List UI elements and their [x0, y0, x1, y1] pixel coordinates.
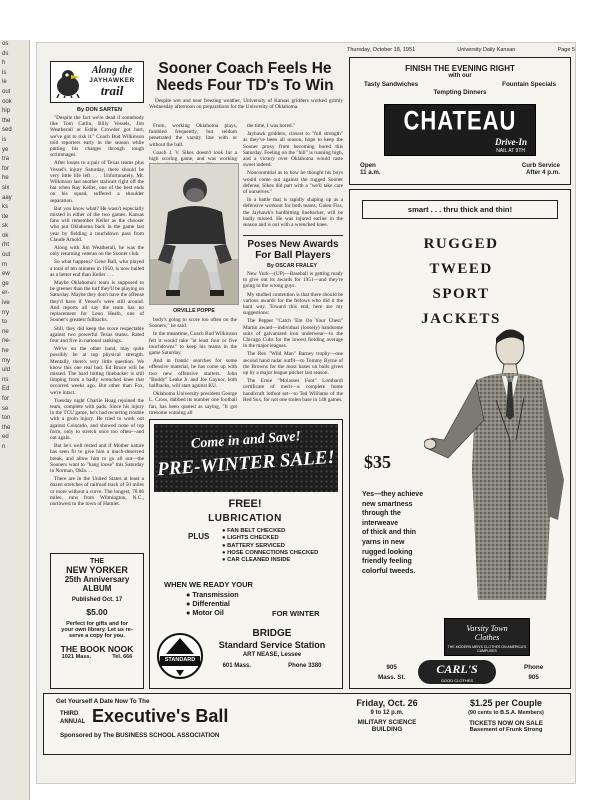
column-logo: [50, 61, 144, 103]
label-tagline: THE MODERN MEN'S CLOTHES ON AMERICA'S CAMPUSES: [447, 645, 527, 653]
chateau-line-1: FINISH THE EVENING RIGHT: [405, 64, 515, 73]
ny-tel: Tel. 666: [112, 654, 133, 660]
bullet-icon: ●: [186, 599, 193, 608]
carls-description-line: yarns in new: [362, 538, 405, 546]
chateau-fountain: Fountain Specials: [502, 81, 556, 88]
adjacent-page-strip: [0, 40, 30, 800]
strip-fragment: ne: [2, 328, 9, 335]
strip-fragment: the: [2, 117, 11, 124]
standard-logo: [156, 632, 204, 680]
bullet-icon: ●: [222, 557, 228, 564]
story2-headline: [243, 235, 343, 261]
strip-fragment: sk: [2, 223, 8, 230]
carls-address-1: 905: [386, 664, 397, 671]
carls-description-line: interweave: [362, 519, 399, 527]
bullet-icon: ●: [222, 535, 228, 542]
story1-headline: [147, 60, 343, 94]
story1-right-col: [243, 123, 343, 230]
strip-fragment: ye: [2, 146, 9, 153]
header-date: Thursday, October 18, 1951: [347, 47, 416, 53]
part-item: [186, 608, 239, 617]
strip-fragment: ds: [2, 50, 9, 57]
sale-banner: [154, 424, 338, 492]
story1-continued: [149, 317, 237, 415]
part-item: [186, 590, 239, 599]
ball-title: Executive's Ball: [92, 706, 229, 726]
carls-description-line: friendly feeling: [362, 558, 412, 566]
story2-paragraph: The Ernie "Molasses Foot" Lombardi certificate of merit—a complete home handicraft lotfoot set—to Ted Williams of the Red Sox, for not one stolen base in 148 games.: [243, 378, 343, 403]
ny-the: THE: [90, 558, 104, 565]
strip-fragment: ive: [2, 300, 10, 307]
chateau-line-2: with our: [448, 73, 472, 79]
chateau-ad: [349, 57, 571, 185]
carls-phone-number: 905: [528, 674, 539, 681]
story1-headline-1: Sooner Coach Feels He: [158, 60, 332, 77]
strip-fragment: the: [2, 424, 11, 431]
ny-title-1: NEW YORKER: [66, 565, 128, 575]
station-lessee: ART NEASE, Lessee: [242, 652, 302, 658]
carls-tagline: smart . . . thru thick and thin!: [362, 200, 558, 219]
column-body: [50, 115, 144, 547]
ball-price-note: (90 cents to B.S.A. Members): [468, 710, 544, 716]
story1-lead: Despite wet and near freezing weather, University of Kansas gridders worked grimly Wednesday afternoon on preparations for the University of Oklahoma.: [149, 98, 343, 111]
part-items: [186, 590, 239, 617]
banner-line-1: Come in and Save!: [190, 429, 302, 452]
strip-fragment: tra: [2, 156, 10, 163]
strip-fragment: ge: [2, 280, 9, 287]
strip-fragment: for: [2, 395, 10, 402]
column-paragraph: But he's well rested and if Mother nature has seen fit to give him a much-deserved break, and allow him to go all out—the Sooners want to "hang loose" this Saturday in Norman, Okla. . .: [50, 443, 144, 474]
strip-fragment: ew: [2, 271, 10, 278]
ny-title-3: ALBUM: [82, 584, 112, 593]
story2-byline: By OSCAR FRALEY: [267, 263, 318, 269]
service-item: [222, 543, 338, 550]
carls-logo-text: CARL'S: [436, 662, 478, 676]
service-item: [222, 550, 338, 557]
carls-description-line: of thick and thin: [362, 529, 417, 537]
column-paragraph: There are in the United States at least a dozen stretches of railroad track of 50 miles or more without a curve. The longest, 78.86 miles, runs from Wilmington, N.C., northwest to the town of Hamlet.: [50, 476, 144, 507]
player-photo: [149, 163, 239, 305]
story2-paragraph: The Rex "Wild Man" Barney trophy—one second hand radar outfit—to Tommy Byrne of the Browns for the most bases on balls given up by a major league pitcher last season.: [243, 351, 343, 377]
chateau-sandwiches: Tasty Sandwiches: [364, 81, 419, 88]
carls-price: $35: [364, 452, 391, 472]
strip-fragment: os: [2, 41, 9, 47]
service-items: [222, 528, 338, 564]
label-varsity: Varsity Town: [466, 624, 508, 633]
ball-place-1: MILITARY SCIENCE: [357, 719, 417, 726]
strip-fragment: se: [2, 405, 9, 412]
service-item: [222, 528, 338, 535]
strip-fragment: ton: [2, 415, 11, 422]
strip-fragment: out: [2, 88, 11, 95]
strip-fragment: ite: [2, 213, 9, 220]
strip-fragment: uld: [2, 367, 11, 374]
varsity-town-label: [444, 618, 530, 656]
banner-line-2: PRE-WINTER SALE!: [156, 446, 336, 481]
strip-fragment: rht: [2, 242, 10, 249]
column-paragraph: But you know what? He wasn't especially missed in either of the two games. Kansas fans will remember Keller as the chooser who put Oklahoma back in the game last year by fielding a touchdown pass from Claude Arnold.: [50, 205, 144, 243]
bridge-label: BRIDGE: [252, 628, 292, 639]
chateau-open: Open: [360, 162, 376, 169]
free-label: FREE!: [228, 498, 262, 510]
strip-fragment: for: [2, 165, 10, 172]
strip-fragment: aay: [2, 194, 12, 201]
strip-fragment: he: [2, 348, 9, 354]
story1-paragraph: Nonconmitial as to how he thought his boys would come out against the rugged Sooner defense, Sikes did part with a "we'll take care of ourselves.": [243, 170, 343, 196]
story1-paragraph: Oklahoma University president George L. Cross, dubbed its number one football fan, has been quoted as saying, "It got tiresome winning all: [149, 391, 237, 415]
lubrication-label: LUBRICATION: [208, 513, 282, 524]
carls-sport: SPORT: [432, 286, 490, 302]
story1-paragraph: Coach J. V. Sikes doesn't look for a high scoring game, and was working: [149, 149, 237, 163]
service-item-label: LIGHTS CHECKED: [227, 535, 279, 542]
part-item-label: Differential: [192, 599, 230, 608]
strip-fragment: er-: [2, 290, 10, 297]
story2-headline-1: Poses New Awards: [247, 239, 339, 250]
strip-fragment: out: [2, 252, 11, 259]
column-paragraph: We've on the other hand, may quite possibly be at top physical strength. Mentally, there's very little question. We know this one real bad. Ed Bruce will be missed. The hard hitting linebacker is still limping from a badly wrenched knee that occurred weeks ago. But other than Fox, we're intact.: [50, 346, 144, 396]
carls-phone-label: Phone: [524, 664, 544, 671]
ball-date: Friday, Oct. 26: [356, 698, 418, 708]
jayhawk-icon: [55, 68, 81, 98]
label-clothes: Clothes: [474, 633, 500, 642]
ball-top-line: Get Yourself A Date Now To The: [56, 698, 150, 705]
ny-store: THE BOOK NOOK: [60, 644, 134, 654]
winter-label: FOR WINTER: [272, 609, 320, 618]
service-item: [222, 535, 338, 542]
bullet-icon: ●: [222, 542, 228, 549]
chateau-dinners: Tempting Dinners: [433, 89, 487, 96]
story2-paragraph: New York—(UP)—Baseball is getting ready to give out its awards for 1951—and they're going to the wrong guys.: [243, 271, 343, 290]
strip-fragment: is: [2, 69, 7, 76]
ball-place-2: BUILDING: [371, 726, 403, 733]
strip-fragment: hip: [2, 108, 11, 115]
standard-logo-text: STANDARD: [164, 657, 196, 663]
strip-fragment: ns: [2, 376, 9, 383]
carls-address-2: Mass. St.: [378, 674, 406, 681]
carls-jackets: JACKETS: [421, 311, 501, 327]
strip-fragment: six: [2, 184, 10, 191]
chateau-drive-in: Drive-In: [495, 137, 527, 147]
strip-fragment: ok: [2, 232, 9, 239]
strip-fragment: m: [2, 261, 7, 268]
service-item-label: HOSE CONNECTIONS CHECKED: [227, 549, 319, 556]
story2-headline-2: For Ball Players: [255, 250, 331, 261]
column-byline: By DON SARTEN: [77, 107, 122, 113]
bullet-icon: ●: [186, 590, 193, 599]
header-paper: University Daily Kansan: [457, 47, 516, 53]
strip-fragment: ks: [2, 204, 8, 211]
ny-tag-2: your own library. Let us re-: [61, 627, 133, 633]
story1-paragraph: Jayhawk gridders, closest to "full strength" as they've been all season, hope to keep the Sooner proxy from becoming bored this Saturday. Feeling on the "hill" is running high, and a victory over Oklahoma would taste sweet indeed.: [243, 131, 343, 169]
column-paragraph: After losses to a pair of Texas teams plus Vessel's injury Saturday, there should be very little life left . . . Unfortunately, Mr. Wilkinson last another stalwart right off the bat when Ray Keller, one of the best ends on his squad, suffered a shoulder separation.: [50, 160, 144, 204]
bullet-icon: ●: [222, 549, 228, 556]
story1-paragraph: body's going to score too often on the Sooners," he said.: [149, 317, 237, 330]
column-paragraph: Maybe Oklahoma's team is supposed to be greener than the turf they'll be playing on Saturday. Maybe they don't have the offense they'd have if Vessel's were still around. And reports all say the team has no replacement for Leon Heath, one of Sooner's greatest fullbacks.: [50, 280, 144, 324]
station-ad: [149, 419, 343, 689]
service-item-label: BATTERY SERVICED: [227, 542, 285, 549]
ball-annual: ANNUAL: [60, 719, 86, 725]
column-title-1: Along the: [91, 65, 133, 76]
column-title-3: trail: [100, 83, 124, 98]
column-paragraph: "Despite the fact we're dead if somebody like Tom Catlin, Billy Vessels, Jim Weatherall or Eddie Crowder got hurt, we've got to risk it." Coach Bud Wilkinson told reporters early in the season while putting his charges through rough scrimmages.: [50, 115, 144, 159]
photo-caption: ORVILLE POPPE: [173, 308, 215, 314]
station-phone: Phone 3380: [288, 663, 322, 669]
station-name: Standard Service Station: [218, 640, 326, 650]
story2-body: [243, 271, 343, 415]
column-paragraph: Along with Jim Weatherall, he was the only returning veteran on the Sooner club.: [50, 245, 144, 258]
station-address: 601 Mass.: [222, 663, 251, 669]
bullet-icon: ●: [222, 528, 228, 534]
strip-fragment: h: [2, 60, 6, 67]
chateau-address: NAIL AT 9TH: [496, 148, 525, 154]
story1-paragraph: In the meantime, Coach Bud Wilkinson felt it would take "at least four or five touchdowns" to keep his teams in the game Saturday.: [149, 331, 237, 357]
strip-fragment: ook: [2, 98, 12, 105]
strip-fragment: he: [2, 175, 9, 182]
ny-published: Published Oct. 17: [71, 597, 123, 603]
column-paragraph: So what happens? Gene Ball, who played a total of ten minutes in 1950, is now hailed as a better end than Keller . . .: [50, 259, 144, 278]
carls-description-line: new smartness: [362, 500, 413, 508]
story2-paragraph: My studied contention is that there should be various awards for the fellows who did it the hard way. Toward this end, here are my suggestions:: [243, 291, 343, 317]
story1-paragraph: And in frantic searches for some offensive material, he has come up with two new offensive starters. John "Buddy" Leake Jr. and Joe Gaynor, both halfbacks, will start against KU.: [149, 358, 237, 390]
column-paragraph: Tuesday night Charlie Hoag rejoined the team, complete with pads. Since his injury in the TCU game, he's had recurring trouble with a groin injury. He tried to work out against Colorado, and showed none of top form, only to stretch once too often—and out again.: [50, 397, 144, 441]
header-page: Page 5: [557, 47, 575, 53]
strip-fragment: ed: [2, 434, 9, 441]
ny-tag-1: Perfect for gifts and for: [66, 621, 128, 627]
column-paragraph: Still, they did keep the score respectable against two powerful Texas teams. Rated four and five in national rankings.: [50, 325, 144, 344]
part-item: [186, 599, 239, 608]
service-item-label: CAR CLEANED INSIDE: [227, 557, 291, 564]
carls-description-line: colorful tweeds.: [362, 567, 416, 575]
carls-logo: [418, 660, 496, 684]
service-item: [222, 557, 338, 564]
executives-ball-ad: [43, 693, 571, 755]
ball-where: Basement of Frunk Strong: [469, 727, 543, 733]
plus-label: PLUS: [188, 532, 210, 541]
strip-fragment: to: [2, 319, 8, 326]
ny-title-2: 25th Anniversary: [64, 575, 130, 584]
chateau-service-time: After 4 p.m.: [525, 169, 560, 176]
ny-price: $5.00: [86, 607, 108, 617]
ball-tickets: TICKETS NOW ON SALE: [469, 720, 543, 727]
newspaper-page: [36, 42, 576, 784]
service-item-label: FAN BELT CHECKED: [227, 528, 286, 534]
story1-paragraph: In a battle that is rapidly shaping up as a defensive workout for both teams, Galen Fiss, the Jayhawk's hardhitting linebacker, will be badly missed. He was injured earlier in the season and is out with a wrenched knee.: [243, 197, 343, 229]
new-yorker-ad: [50, 553, 144, 689]
strip-fragment: le: [2, 79, 7, 86]
carls-rugged: RUGGED: [423, 236, 499, 252]
strip-fragment: is: [2, 136, 7, 143]
bullet-icon: ●: [186, 608, 193, 617]
strip-fragment: sed: [2, 127, 12, 134]
chateau-logo-text: CHATEAU: [403, 105, 517, 136]
carls-description-line: rugged looking: [362, 548, 413, 556]
part-item-label: Motor Oil: [192, 608, 224, 617]
strip-fragment: n: [2, 443, 6, 450]
ball-time: 9 to 12 p.m.: [370, 710, 404, 716]
carls-description-line: through the: [362, 510, 401, 518]
ball-price: $1.25 per Couple: [469, 698, 543, 708]
ball-third: THIRD: [60, 711, 79, 717]
story1-headline-2: Needs Four TD's To Win: [156, 77, 334, 94]
ny-address: 1021 Mass.: [61, 654, 92, 660]
story1-paragraph: the time, I was bored.": [247, 123, 296, 129]
strip-fragment: my: [2, 357, 10, 364]
carls-description-line: Yes—they achieve: [362, 491, 424, 498]
story2-paragraph: The Pepper "Catch 'Em On Your Chest" Martin award—individual (loosely) handsome suits of galvanized iron underwear—to the Chicago Cubs for the lowest fielding average in the major leagues.: [243, 318, 343, 350]
ny-tag-3: serve a copy for you.: [69, 633, 125, 639]
chateau-service: Curb Service: [521, 162, 560, 169]
column-title-2: JAYHAWKER: [89, 77, 135, 84]
page-header: [347, 47, 575, 53]
ready-label: WHEN WE READY YOUR: [164, 580, 253, 589]
strip-fragment: rry: [2, 309, 9, 316]
chateau-open-time: 11 a.m.: [360, 169, 381, 176]
ball-sponsor: Sponsored by The BUSINESS SCHOOL ASSOCIATION: [60, 732, 220, 739]
carls-description: [362, 490, 448, 576]
part-item-label: Transmission: [192, 590, 239, 599]
strip-fragment: Ed: [2, 386, 10, 393]
carls-logo-sub: GOOD CLOTHES: [440, 678, 474, 683]
chateau-logo: [384, 104, 536, 156]
carls-tweed: TWEED: [429, 261, 493, 277]
story1-paragraph: From, working Oklahoma plays, fumbled frequently, but seldom penetrated the varsity line with or without the ball.: [149, 123, 237, 148]
strip-fragment: ne-: [2, 338, 11, 345]
carls-ad: [349, 189, 571, 689]
